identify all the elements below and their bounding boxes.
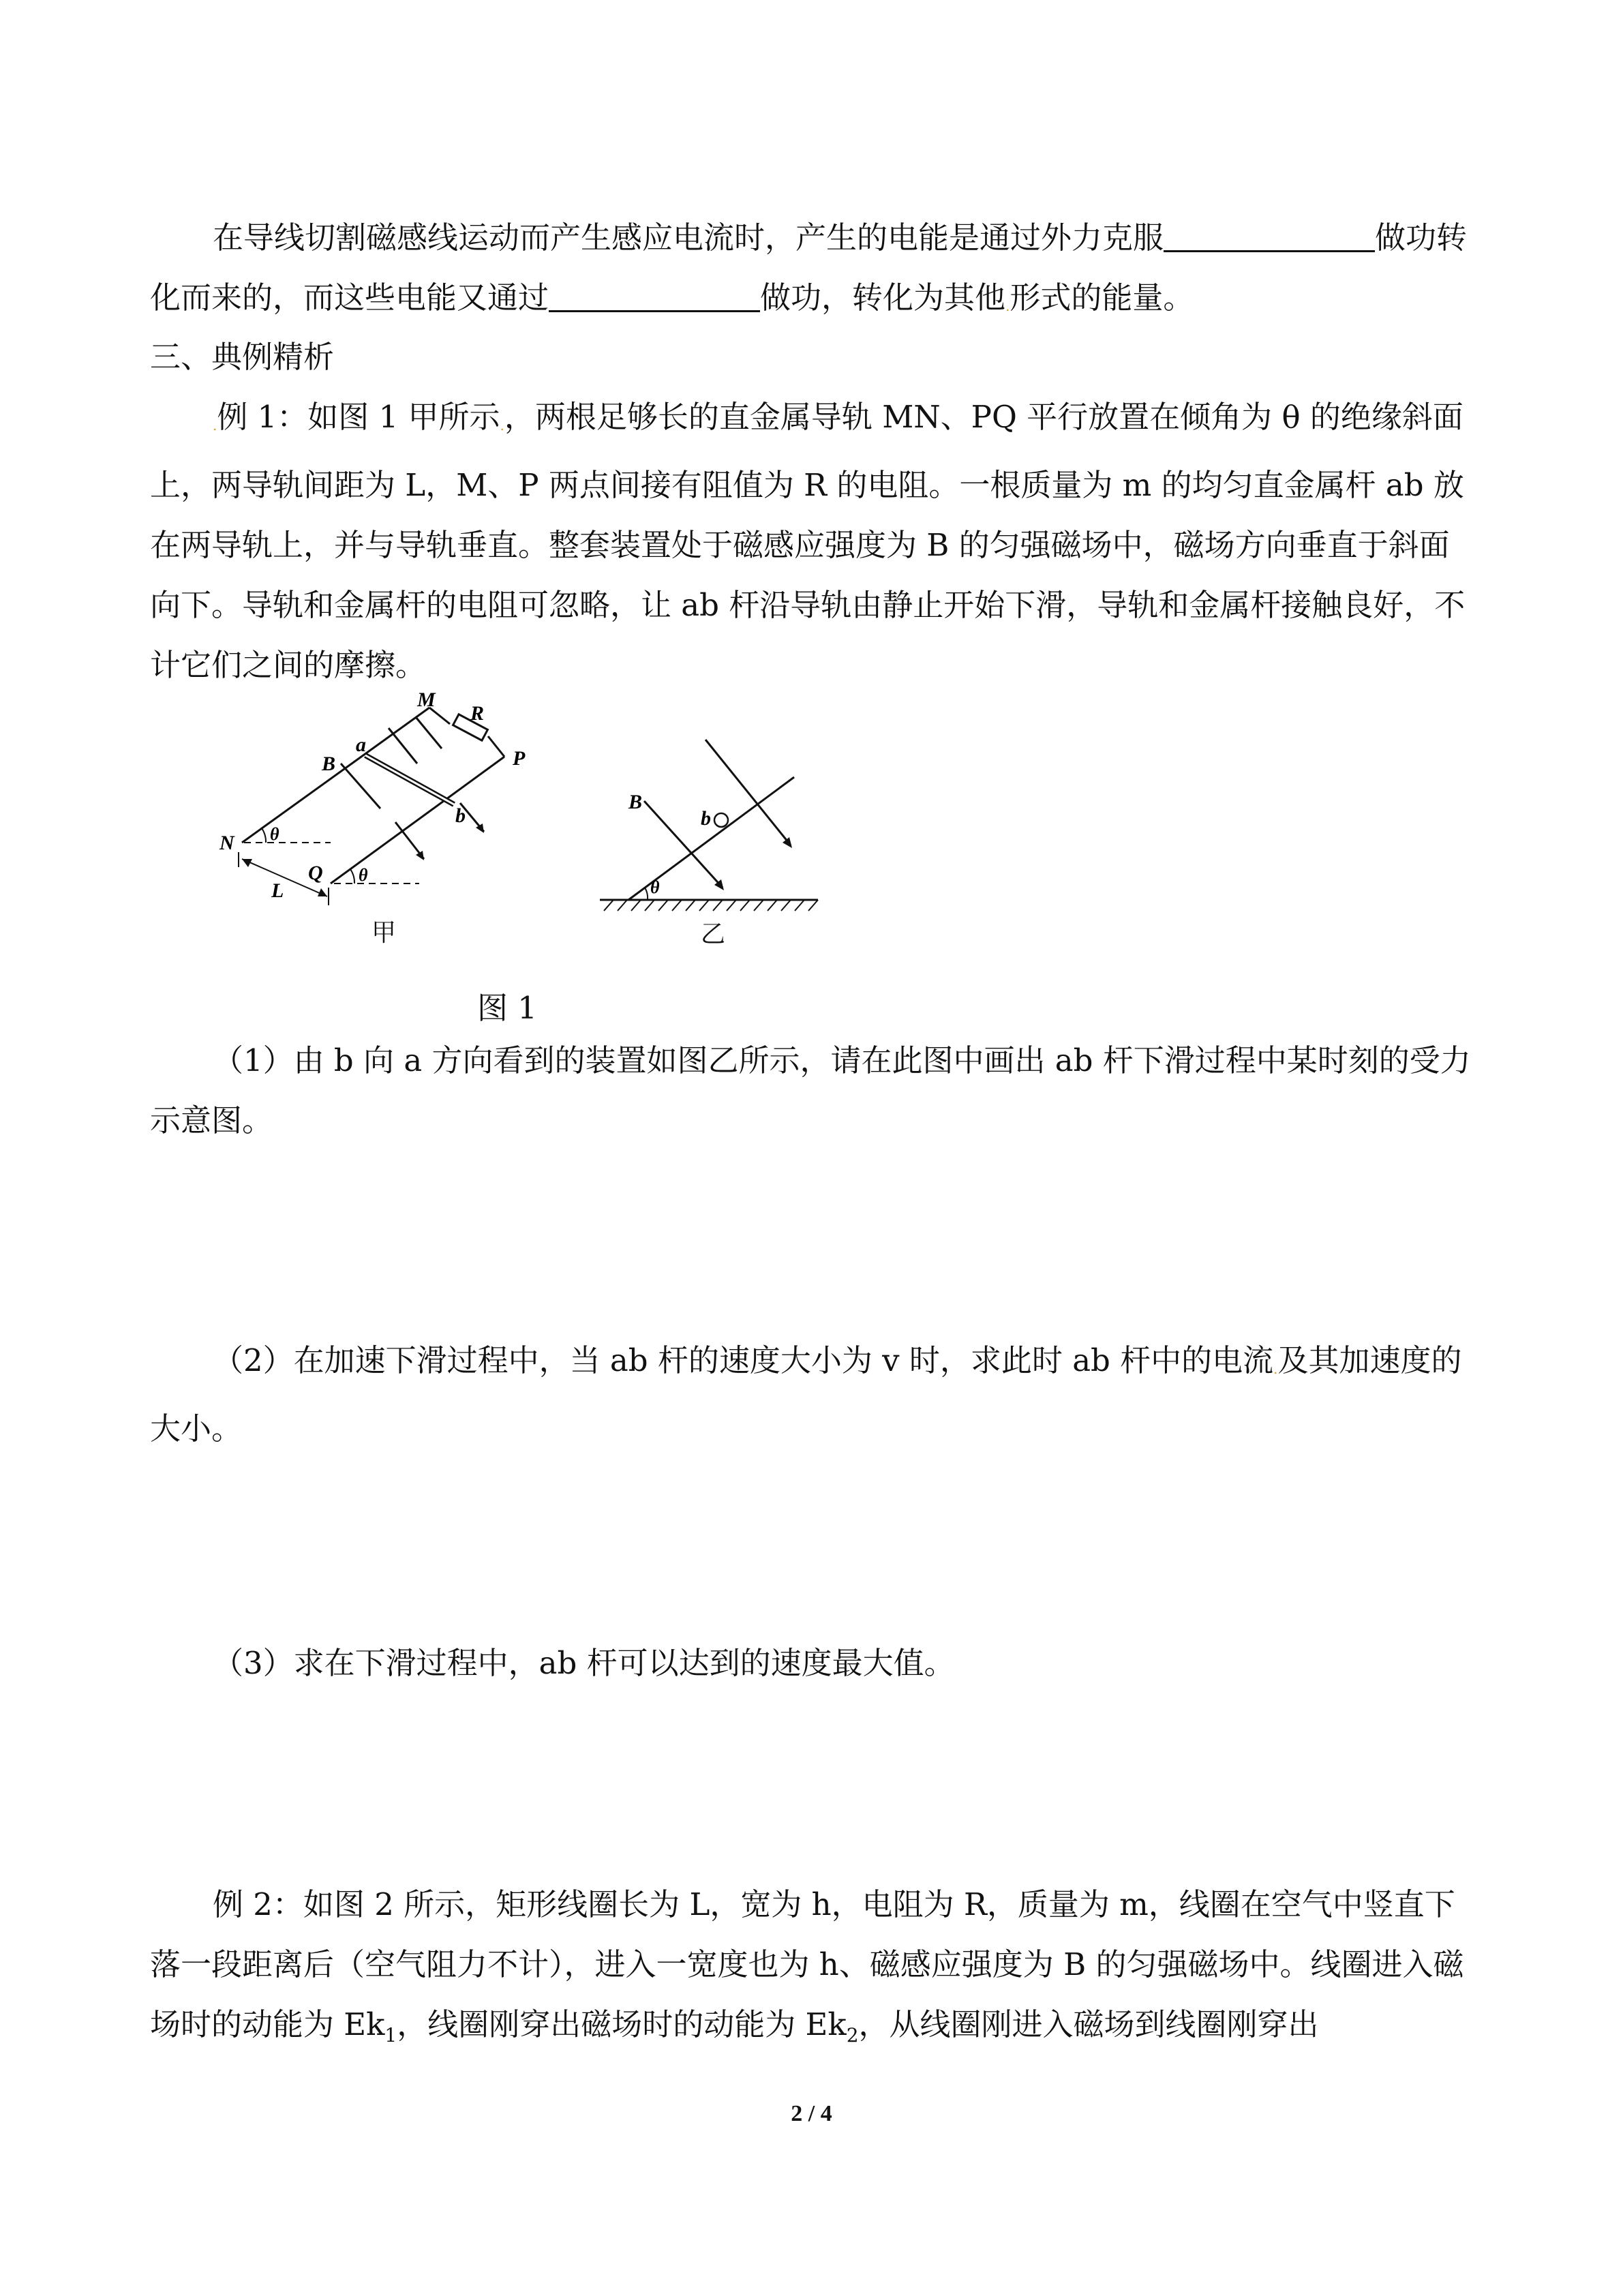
label-b: b <box>455 804 466 827</box>
angle-arc <box>262 828 266 843</box>
figure1-caption: 图 1 <box>477 990 537 1026</box>
rail-QP <box>331 757 504 883</box>
label-theta: θ <box>650 877 660 897</box>
label-Q: Q <box>308 862 323 884</box>
example2-paragraph: 例 2：如图 2 所示，矩形线圈长为 L，宽为 h，电阻为 R，质量为 m，线圈在空气中竖直下落一段距离后（空气阻力不计），进入一宽度也为 h、磁感应强度为 B 的匀强磁场中。线圈进入磁场时的动能为 $Ek_1$，线圈刚穿出磁场时的动能为 $Ek_2$，从线圈刚进入磁场到线圈刚穿出 <box>150 1886 1464 2046</box>
section-heading: 三、典例精析 <box>150 339 335 375</box>
ground-hatching <box>604 900 818 911</box>
figure1-yi-diagram <box>593 729 832 954</box>
arrowhead <box>783 837 792 848</box>
answer-blank-1[interactable] <box>1164 215 1375 252</box>
label-jia: 甲 <box>371 919 397 946</box>
figure1-jia-diagram <box>204 689 559 948</box>
annotation-mark: . <box>213 417 217 434</box>
wire-r-p <box>488 736 504 757</box>
annotation-mark: . <box>1273 1361 1278 1377</box>
metal-bar-ab-inner <box>365 755 454 804</box>
angle-arc <box>645 888 648 900</box>
field-line <box>389 728 417 764</box>
label-theta: θ <box>359 865 368 885</box>
question-3: （3）求在下滑过程中，ab 杆可以达到的速度最大值。 <box>213 1645 955 1681</box>
question-1: （1）由 b 向 a 方向看到的装置如图乙所示，请在此图中画出 ab 杆下滑过程中某时刻的受力示意图。 <box>150 1042 1471 1138</box>
annotation-mark: . <box>500 417 504 434</box>
label-a: a <box>356 734 366 756</box>
field-line <box>706 740 791 845</box>
label-R: R <box>470 702 485 725</box>
annotation-mark: . <box>1005 298 1010 314</box>
question-2: （2）在加速下滑过程中，当 ab 杆的速度大小为 v 时，求此时 ab 杆中的电流.及其加速度的大小。 <box>150 1342 1462 1447</box>
bar-cross-section <box>714 813 728 827</box>
answer-blank-2[interactable] <box>549 275 760 312</box>
label-B: B <box>322 753 336 775</box>
label-b: b <box>701 807 711 830</box>
page-number: 2 / 4 <box>791 2101 832 2126</box>
label-B: B <box>628 791 643 813</box>
energy-paragraph: 在导线切割磁感线运动而产生感应电流时，产生的电能是通过外力克服 做功转化而来的，而这些电能又通过 做功，转化为其他.形式的能量。 <box>150 208 1472 336</box>
label-theta: θ <box>270 824 279 844</box>
example1-paragraph: .例 1：如图 1 甲所示.，两根足够长的直金属导轨 MN、PQ 平行放置在倾角为 θ 的绝缘斜面上，两导轨间距为 L，M、P 两点间接有阻值为 R 的电阻。一根质量为 m 的均匀直金属杆 ab 放在两导轨上，并与导轨垂直。整套装置处于磁感应强度为 B 的匀强磁场中，磁场方向垂直于斜面向下。导轨和金属杆的电阻可忽略，让 ab 杆沿导轨由静止开始下滑，导轨和金属杆接触良好，不计它们之间的摩擦。 <box>150 399 1466 683</box>
field-line <box>341 764 380 809</box>
label-L: L <box>271 879 284 902</box>
angle-arc <box>350 869 354 883</box>
label-P: P <box>513 747 526 770</box>
label-N: N <box>219 832 234 854</box>
label-M: M <box>417 689 436 711</box>
label-yi: 乙 <box>701 920 726 948</box>
field-line <box>416 717 442 749</box>
